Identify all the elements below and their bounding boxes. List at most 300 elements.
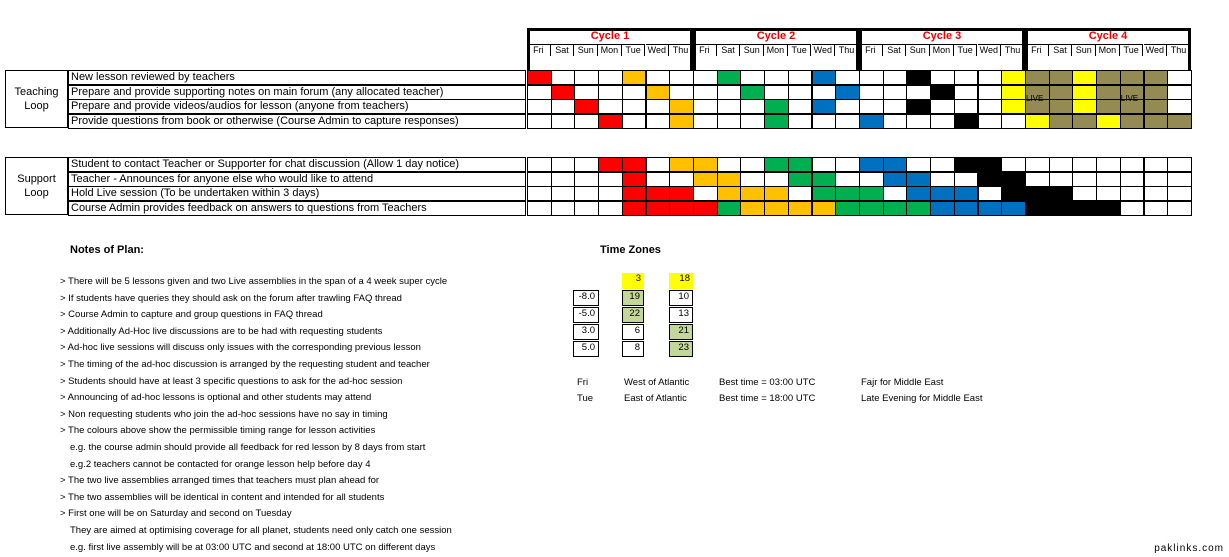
teaching-cell — [788, 99, 813, 114]
teaching-cell — [551, 99, 576, 114]
teaching-cell — [764, 114, 789, 129]
teaching-cell — [669, 85, 694, 100]
teaching-cell — [1049, 70, 1074, 85]
support-cell — [622, 201, 647, 216]
day-label: Sun — [740, 44, 764, 56]
support-cell — [978, 172, 1003, 187]
support-cell — [859, 157, 884, 172]
support-cell — [835, 172, 860, 187]
teaching-cell — [883, 70, 908, 85]
day-label: Fri — [859, 44, 883, 56]
support-cell — [1144, 186, 1169, 201]
support-cell — [693, 201, 718, 216]
teaching-cell — [859, 114, 884, 129]
support-cell — [740, 157, 765, 172]
support-cell — [1144, 172, 1169, 187]
teaching-cell — [954, 70, 979, 85]
live-label: LIVE — [1120, 94, 1139, 103]
tz-value-b: 23 — [669, 341, 693, 357]
note-item: > Ad-hoc live sessions will discuss only issues with the corresponding previous lesson — [60, 342, 421, 354]
day-label: Sat — [1049, 44, 1073, 56]
teaching-cell — [954, 85, 979, 100]
teaching-cell — [740, 70, 765, 85]
teaching-cell — [1001, 114, 1026, 129]
teaching-cell — [740, 114, 765, 129]
support-cell — [1167, 172, 1192, 187]
support-cell — [883, 201, 908, 216]
support-cell — [1072, 186, 1097, 201]
support-cell — [835, 157, 860, 172]
teaching-cell — [669, 70, 694, 85]
tz-value-b: 21 — [669, 324, 693, 340]
support-cell — [717, 157, 742, 172]
watermark: paklinks.com — [1154, 543, 1224, 554]
day-label: Thu — [669, 44, 693, 56]
support-cell — [1025, 201, 1050, 216]
teaching-cell — [883, 114, 908, 129]
support-cell — [812, 172, 837, 187]
teaching-cell — [906, 85, 931, 100]
teaching-cell — [1096, 85, 1121, 100]
teaching-cell — [835, 70, 860, 85]
support-cell — [717, 172, 742, 187]
note-item: > The colours above show the permissible timing range for lesson activities — [60, 425, 376, 437]
teaching-cell — [906, 70, 931, 85]
teaching-cell — [1001, 99, 1026, 114]
day-label: Fri — [693, 44, 717, 56]
support-cell — [1049, 172, 1074, 187]
teaching-cell — [1072, 85, 1097, 100]
support-cell — [693, 157, 718, 172]
teaching-cell — [1072, 114, 1097, 129]
support-cell — [812, 157, 837, 172]
teaching-cell — [859, 70, 884, 85]
teaching-cell — [646, 114, 671, 129]
teaching-cell — [551, 70, 576, 85]
support-cell — [954, 157, 979, 172]
day-label: Mon — [598, 44, 622, 56]
note-item: e.g. the course admin should provide all feedback for red lesson by 8 days from start — [70, 442, 426, 453]
assembly-region: East of Atlantic — [624, 393, 687, 404]
teaching-cell — [930, 85, 955, 100]
live-label: LIVE — [1026, 94, 1044, 103]
teaching-cell — [764, 70, 789, 85]
teaching-cell — [717, 99, 742, 114]
teaching-row-label: Provide questions from book or otherwise (Course Admin to capture responses) — [68, 114, 526, 129]
teaching-cell — [788, 85, 813, 100]
support-cell — [954, 186, 979, 201]
support-cell — [622, 186, 647, 201]
support-cell — [598, 157, 623, 172]
note-item: > Students should have at least 3 specific questions to ask for the ad-hoc session — [60, 375, 403, 387]
note-item: > If students have queries they should ask on the forum after trawling FAQ thread — [60, 292, 402, 304]
support-cell — [1120, 172, 1145, 187]
teaching-cell — [812, 114, 837, 129]
teaching-cell — [835, 99, 860, 114]
teaching-cell — [1025, 70, 1050, 85]
teaching-cell — [1001, 85, 1026, 100]
day-label: Fri — [527, 44, 551, 56]
support-cell — [906, 186, 931, 201]
teaching-cell — [740, 85, 765, 100]
teaching-cell — [1001, 70, 1026, 85]
support-cell — [574, 201, 599, 216]
teaching-cell — [693, 70, 718, 85]
day-label: Thu — [835, 44, 859, 56]
support-cell — [1167, 186, 1192, 201]
note-item: > Additionally Ad-Hoc live discussions are to be had with requesting students — [60, 325, 383, 337]
assembly-best-time: Best time = 18:00 UTC — [719, 393, 816, 404]
support-row-label: Hold Live session (To be undertaken within 3 days) — [68, 186, 526, 201]
support-cell — [622, 172, 647, 187]
support-cell — [764, 186, 789, 201]
support-cell — [717, 186, 742, 201]
day-label: Mon — [1096, 44, 1120, 56]
assembly-best-time: Best time = 03:00 UTC — [719, 377, 816, 388]
teaching-cell — [693, 114, 718, 129]
day-label: Wed — [1144, 44, 1168, 56]
support-cell — [906, 157, 931, 172]
teaching-cell — [574, 114, 599, 129]
support-row-label: Teacher - Announces for anyone else who would like to attend — [68, 172, 526, 187]
teaching-cell — [551, 114, 576, 129]
support-cell — [930, 172, 955, 187]
note-item: > Course Admin to capture and group questions in FAQ thread — [60, 309, 323, 321]
teaching-cell — [574, 85, 599, 100]
day-label: Tue — [622, 44, 646, 56]
teaching-cell — [883, 99, 908, 114]
teaching-cell — [574, 99, 599, 114]
teaching-cell — [978, 114, 1003, 129]
assembly-region: West of Atlantic — [624, 377, 690, 388]
assembly-day: Fri — [577, 377, 589, 388]
support-cell — [646, 201, 671, 216]
support-cell — [669, 172, 694, 187]
notes-heading: Notes of Plan: — [70, 244, 144, 256]
support-cell — [978, 186, 1003, 201]
cycle-title: Cycle 4 — [1088, 30, 1128, 42]
support-cell — [527, 201, 552, 216]
note-item: > The two assemblies will be identical in content and intended for all students — [60, 491, 385, 503]
teaching-cell — [954, 99, 979, 114]
teaching-cell — [812, 85, 837, 100]
teaching-cell — [764, 99, 789, 114]
cycle-title: Cycle 1 — [590, 30, 630, 42]
support-cell — [859, 201, 884, 216]
support-cell — [574, 186, 599, 201]
teaching-cell — [1144, 70, 1169, 85]
support-cell — [669, 186, 694, 201]
teaching-cell — [1167, 99, 1192, 114]
timezones-heading: Time Zones — [600, 244, 661, 256]
teaching-cell — [646, 85, 671, 100]
support-cell — [764, 172, 789, 187]
support-cell — [1120, 201, 1145, 216]
support-cell — [906, 172, 931, 187]
teaching-cell — [1049, 85, 1074, 100]
teaching-cell — [978, 70, 1003, 85]
assembly-note: Late Evening for Middle East — [861, 393, 983, 404]
teaching-cell — [622, 99, 647, 114]
cycle-title: Cycle 3 — [922, 30, 962, 42]
support-cell — [1072, 201, 1097, 216]
support-cell — [788, 157, 813, 172]
teaching-cell — [978, 99, 1003, 114]
tz-value-a: 22 — [622, 307, 644, 323]
support-cell — [812, 186, 837, 201]
support-cell — [788, 201, 813, 216]
teaching-row-label: Prepare and provide supporting notes on main forum (any allocated teacher) — [68, 85, 526, 100]
teaching-cell — [1120, 114, 1145, 129]
support-cell — [764, 157, 789, 172]
support-cell — [835, 201, 860, 216]
day-label: Tue — [1120, 44, 1144, 56]
teaching-cell — [812, 70, 837, 85]
day-label: Thu — [1167, 44, 1191, 56]
support-cell — [954, 172, 979, 187]
teaching-cell — [693, 99, 718, 114]
support-cell — [764, 201, 789, 216]
teaching-cell — [740, 99, 765, 114]
teaching-cell — [598, 114, 623, 129]
teaching-row-label: Prepare and provide videos/audios for lesson (anyone from teachers) — [68, 99, 526, 114]
support-cell — [551, 172, 576, 187]
support-row-label: Student to contact Teacher or Supporter for chat discussion (Allow 1 day notice) — [68, 157, 526, 172]
teaching-cell — [1144, 114, 1169, 129]
support-cell — [598, 172, 623, 187]
support-cell — [1096, 186, 1121, 201]
support-cell — [978, 157, 1003, 172]
support-cell — [883, 157, 908, 172]
support-cell — [646, 172, 671, 187]
note-item: > Non requesting students who join the ad-hoc sessions have no say in timing — [60, 408, 388, 420]
support-cell — [574, 172, 599, 187]
teaching-cell — [1096, 70, 1121, 85]
tz-value-b: 10 — [669, 290, 693, 306]
support-cell — [954, 201, 979, 216]
support-cell — [930, 186, 955, 201]
support-cell — [598, 186, 623, 201]
support-cell — [1025, 186, 1050, 201]
teaching-cell — [1144, 85, 1169, 100]
support-cell — [693, 186, 718, 201]
support-cell — [1049, 186, 1074, 201]
support-cell — [930, 157, 955, 172]
support-cell — [930, 201, 955, 216]
teaching-cell — [906, 99, 931, 114]
support-cell — [740, 172, 765, 187]
support-cell — [1096, 201, 1121, 216]
teaching-cell — [1096, 114, 1121, 129]
tz-offset: 3.0 — [573, 324, 599, 340]
support-cell — [788, 186, 813, 201]
teaching-cell — [978, 85, 1003, 100]
day-label: Wed — [978, 44, 1002, 56]
teaching-cell — [930, 99, 955, 114]
support-cell — [646, 186, 671, 201]
support-cell — [1072, 157, 1097, 172]
teaching-loop-label: Teaching Loop — [5, 70, 68, 128]
day-label: Sat — [717, 44, 741, 56]
teaching-cell — [930, 114, 955, 129]
note-item: > There will be 5 lessons given and two Live assemblies in the span of a 4 week super cycle — [60, 276, 448, 287]
day-label: Sun — [574, 44, 598, 56]
support-cell — [669, 157, 694, 172]
support-cell — [1144, 201, 1169, 216]
teaching-cell — [527, 114, 552, 129]
support-cell — [740, 186, 765, 201]
teaching-cell — [598, 99, 623, 114]
teaching-cell — [859, 85, 884, 100]
cycle-title: Cycle 2 — [756, 30, 796, 42]
support-cell — [1072, 172, 1097, 187]
teaching-cell — [1049, 114, 1074, 129]
teaching-cell — [646, 99, 671, 114]
teaching-cell — [527, 85, 552, 100]
support-cell — [859, 186, 884, 201]
teaching-cell — [812, 99, 837, 114]
teaching-cell — [551, 85, 576, 100]
support-cell — [835, 186, 860, 201]
support-cell — [1120, 186, 1145, 201]
support-cell — [740, 201, 765, 216]
tz-header-a: 3 — [622, 273, 644, 289]
support-cell — [1049, 201, 1074, 216]
day-label: Tue — [788, 44, 812, 56]
teaching-cell — [1167, 114, 1192, 129]
day-label: Wed — [812, 44, 836, 56]
teaching-cell — [622, 70, 647, 85]
teaching-cell — [1144, 99, 1169, 114]
teaching-cell — [717, 85, 742, 100]
teaching-cell — [1025, 114, 1050, 129]
teaching-cell — [764, 85, 789, 100]
support-cell — [574, 157, 599, 172]
teaching-cell — [622, 114, 647, 129]
support-cell — [646, 157, 671, 172]
support-cell — [1025, 172, 1050, 187]
teaching-cell — [669, 99, 694, 114]
support-row-label: Course Admin provides feedback on answers to questions from Teachers — [68, 201, 526, 216]
support-cell — [859, 172, 884, 187]
support-cell — [693, 172, 718, 187]
tz-offset: -8.0 — [573, 290, 599, 306]
teaching-cell — [930, 70, 955, 85]
support-cell — [906, 201, 931, 216]
teaching-cell — [835, 114, 860, 129]
note-item: > The two live assemblies arranged times that teachers must plan ahead for — [60, 475, 380, 487]
support-cell — [1001, 157, 1026, 172]
support-cell — [1096, 172, 1121, 187]
tz-value-a: 19 — [622, 290, 644, 306]
assembly-note: Fajr for Middle East — [861, 377, 944, 388]
note-item: > First one will be on Saturday and second on Tuesday — [60, 508, 292, 520]
teaching-cell — [1049, 99, 1074, 114]
day-label: Mon — [930, 44, 954, 56]
teaching-cell — [717, 70, 742, 85]
teaching-cell — [1096, 99, 1121, 114]
support-cell — [551, 201, 576, 216]
teaching-cell — [646, 70, 671, 85]
teaching-cell — [527, 99, 552, 114]
support-cell — [717, 201, 742, 216]
teaching-cell — [598, 70, 623, 85]
teaching-cell — [669, 114, 694, 129]
support-cell — [622, 157, 647, 172]
note-item: e.g.2 teachers cannot be contacted for orange lesson help before day 4 — [70, 458, 371, 470]
teaching-cell — [788, 70, 813, 85]
support-cell — [1144, 157, 1169, 172]
support-cell — [1167, 157, 1192, 172]
teaching-cell — [788, 114, 813, 129]
day-label: Sat — [883, 44, 907, 56]
teaching-cell — [906, 114, 931, 129]
tz-offset: 5.0 — [573, 341, 599, 357]
teaching-cell — [574, 70, 599, 85]
tz-value-a: 8 — [622, 341, 644, 357]
support-cell — [1001, 186, 1026, 201]
tz-value-b: 13 — [669, 307, 693, 323]
teaching-cell — [1072, 99, 1097, 114]
teaching-cell — [1120, 70, 1145, 85]
day-label: Thu — [1001, 44, 1025, 56]
support-cell — [551, 157, 576, 172]
note-item: > The timing of the ad-hoc discussion is arranged by the requesting student and teacher — [60, 359, 430, 370]
teaching-cell — [717, 114, 742, 129]
teaching-cell — [883, 85, 908, 100]
assembly-day: Tue — [577, 393, 594, 404]
support-cell — [812, 201, 837, 216]
teaching-row-label: New lesson reviewed by teachers — [68, 70, 526, 85]
day-label: Tue — [954, 44, 978, 56]
support-cell — [527, 186, 552, 201]
support-cell — [1167, 201, 1192, 216]
day-label: Wed — [646, 44, 670, 56]
support-cell — [527, 157, 552, 172]
support-cell — [669, 201, 694, 216]
support-cell — [527, 172, 552, 187]
support-cell — [788, 172, 813, 187]
note-item: > Announcing of ad-hoc lessons is optional and other students may attend — [60, 392, 372, 404]
day-label: Mon — [764, 44, 788, 56]
day-label: Sun — [906, 44, 930, 56]
support-cell — [551, 186, 576, 201]
teaching-cell — [859, 99, 884, 114]
support-cell — [1096, 157, 1121, 172]
teaching-cell — [954, 114, 979, 129]
day-label: Sat — [551, 44, 575, 56]
teaching-cell — [835, 85, 860, 100]
tz-value-a: 6 — [622, 324, 644, 340]
note-item: e.g. first live assembly will be at 03:00 UTC and second at 18:00 UTC on different days — [70, 541, 436, 553]
note-item: They are aimed at optimising coverage for all planet, students need only catch one session — [70, 525, 452, 536]
support-cell — [978, 201, 1003, 216]
teaching-cell — [693, 85, 718, 100]
support-cell — [1001, 172, 1026, 187]
teaching-cell — [1072, 70, 1097, 85]
teaching-cell — [1167, 70, 1192, 85]
teaching-cell — [622, 85, 647, 100]
tz-header-b: 18 — [669, 273, 693, 289]
day-label: Sun — [1072, 44, 1096, 56]
teaching-cell — [527, 70, 552, 85]
tz-offset: -5.0 — [573, 307, 599, 323]
support-cell — [1001, 201, 1026, 216]
support-cell — [1120, 157, 1145, 172]
support-loop-label: Support Loop — [5, 157, 68, 215]
day-label: Fri — [1025, 44, 1049, 56]
teaching-cell — [598, 85, 623, 100]
